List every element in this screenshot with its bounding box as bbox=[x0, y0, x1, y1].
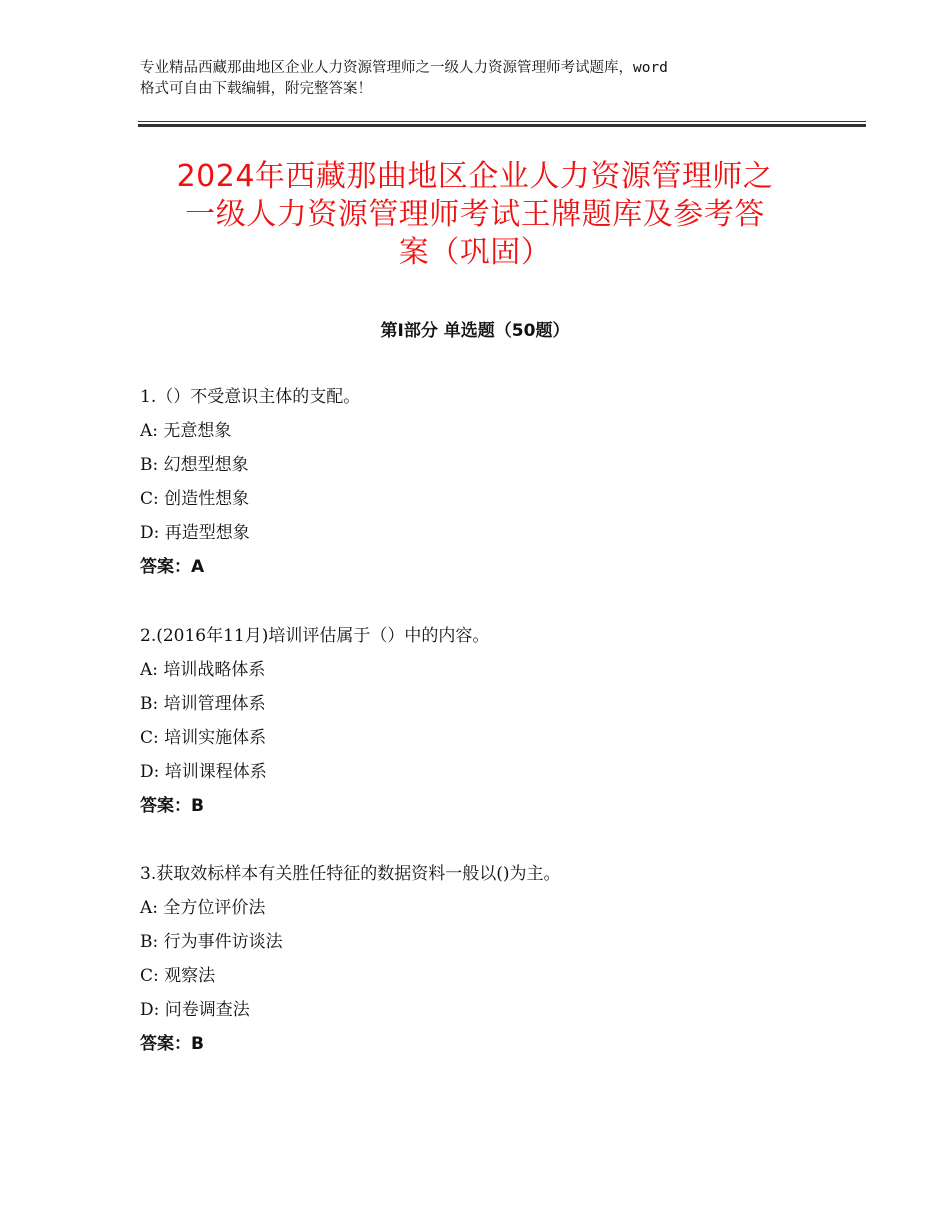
question-stem: 3.获取效标样本有关胜任特征的数据资料一般以()为主。 bbox=[140, 864, 561, 884]
section-heading: 第Ⅰ部分 单选题（50题） bbox=[380, 321, 570, 341]
option-a: A: 无意想象 bbox=[140, 421, 232, 441]
option-a: A: 全方位评价法 bbox=[140, 898, 266, 918]
option-b: B: 幻想型想象 bbox=[140, 455, 249, 475]
header-divider-thin bbox=[138, 121, 866, 122]
option-c: C: 观察法 bbox=[140, 966, 216, 986]
option-d: D: 培训课程体系 bbox=[140, 762, 267, 782]
title-line-3: 案（巩固） bbox=[398, 235, 552, 270]
answer-label: 答案：B bbox=[140, 796, 204, 816]
option-b: B: 培训管理体系 bbox=[140, 694, 266, 714]
header-note-line-2: 格式可自由下载编辑，附完整答案！ bbox=[140, 81, 372, 97]
option-a: A: 培训战略体系 bbox=[140, 660, 266, 680]
question-2 bbox=[140, 619, 840, 823]
answer-label: 答案：A bbox=[140, 557, 205, 577]
option-d: D: 再造型想象 bbox=[140, 523, 250, 543]
header-note-line-1: 专业精品西藏那曲地区企业人力资源管理师之一级人力资源管理师考试题库，word bbox=[140, 60, 668, 76]
question-stem: 1.（）不受意识主体的支配。 bbox=[140, 387, 361, 407]
header-divider-thick bbox=[138, 124, 866, 127]
option-c: C: 创造性想象 bbox=[140, 489, 250, 509]
answer-label: 答案：B bbox=[140, 1034, 204, 1054]
option-d: D: 问卷调查法 bbox=[140, 1000, 250, 1020]
title-line-1: 2024年西藏那曲地区企业人力资源管理师之 bbox=[176, 159, 774, 194]
question-stem: 2.(2016年11月)培训评估属于（）中的内容。 bbox=[140, 626, 490, 646]
option-c: C: 培训实施体系 bbox=[140, 728, 267, 748]
question-3 bbox=[140, 857, 840, 1061]
header-note bbox=[140, 58, 820, 100]
title-line-2: 一级人力资源管理师考试王牌题库及参考答 bbox=[185, 197, 765, 232]
document-title bbox=[120, 158, 830, 272]
question-1 bbox=[140, 380, 840, 584]
option-b: B: 行为事件访谈法 bbox=[140, 932, 283, 952]
